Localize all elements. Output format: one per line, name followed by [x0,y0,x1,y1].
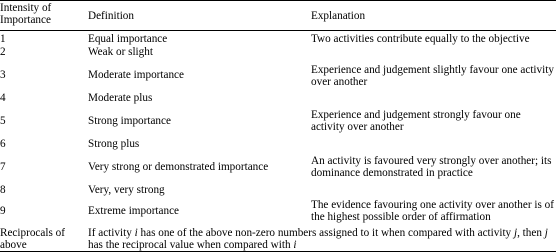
row-explanation: Experience and judgement strongly favour one activity over another [311,109,521,133]
reciprocals-text-line2 [88,239,548,251]
row-explanation: An activity is favoured very strongly over another; its dominance demonstrated in practice [311,155,552,179]
row-definition: Weak or slight [88,46,153,58]
reciprocals-label [0,227,65,251]
row-intensity: 6 [0,138,6,150]
row-definition: Moderate importance [88,69,184,81]
row-intensity: 1 [0,33,6,45]
table-top-rule [0,0,556,1]
row-intensity: 4 [0,92,6,104]
row-intensity: 7 [0,161,6,173]
row-definition: Strong importance [88,115,171,127]
header-intensity-line2: Importance [0,14,51,26]
row-definition: Moderate plus [88,92,153,104]
rec-text-part: has one of the above non-zero numbers assigned to it when compared with activity [137,227,514,239]
header-intensity-line1: Intensity of [0,2,52,14]
header-explanation: Explanation [311,10,366,22]
row-explanation: Experience and judgement slightly favour one activity over another [311,64,554,88]
row-definition: Strong plus [88,138,140,150]
rec-text-part: If activity [88,227,135,239]
header-rule [0,30,556,31]
row-definition: Very strong or demonstrated importance [88,161,269,173]
rec-text-part: has the reciprocal value when compared with [88,239,294,251]
rec-var-j: j [544,227,548,239]
row-intensity: 9 [0,205,6,217]
row-intensity: 2 [0,46,6,58]
reciprocals-text-line1 [88,227,548,239]
rec-var-i: i [134,227,138,239]
rec-text-part: , then [517,227,545,239]
row-explanation: Two activities contribute equally to the objective [311,33,530,45]
header-intensity [0,2,51,26]
reciprocals-text [88,227,548,251]
reciprocals-label-line2: above [0,239,27,251]
rec-var-i: i [293,239,297,251]
row-intensity: 5 [0,115,6,127]
row-definition: Very, very strong [88,184,165,196]
header-definition: Definition [88,10,134,22]
row-explanation: The evidence favouring one activity over another is of the highest possible order of affirmation [311,199,554,223]
row-intensity: 3 [0,69,6,81]
reciprocals-label-line1: Reciprocals of [0,227,65,239]
rec-var-j: j [513,227,518,239]
row-definition: Equal importance [88,33,168,45]
row-intensity: 8 [0,184,6,196]
row-definition: Extreme importance [88,205,180,217]
